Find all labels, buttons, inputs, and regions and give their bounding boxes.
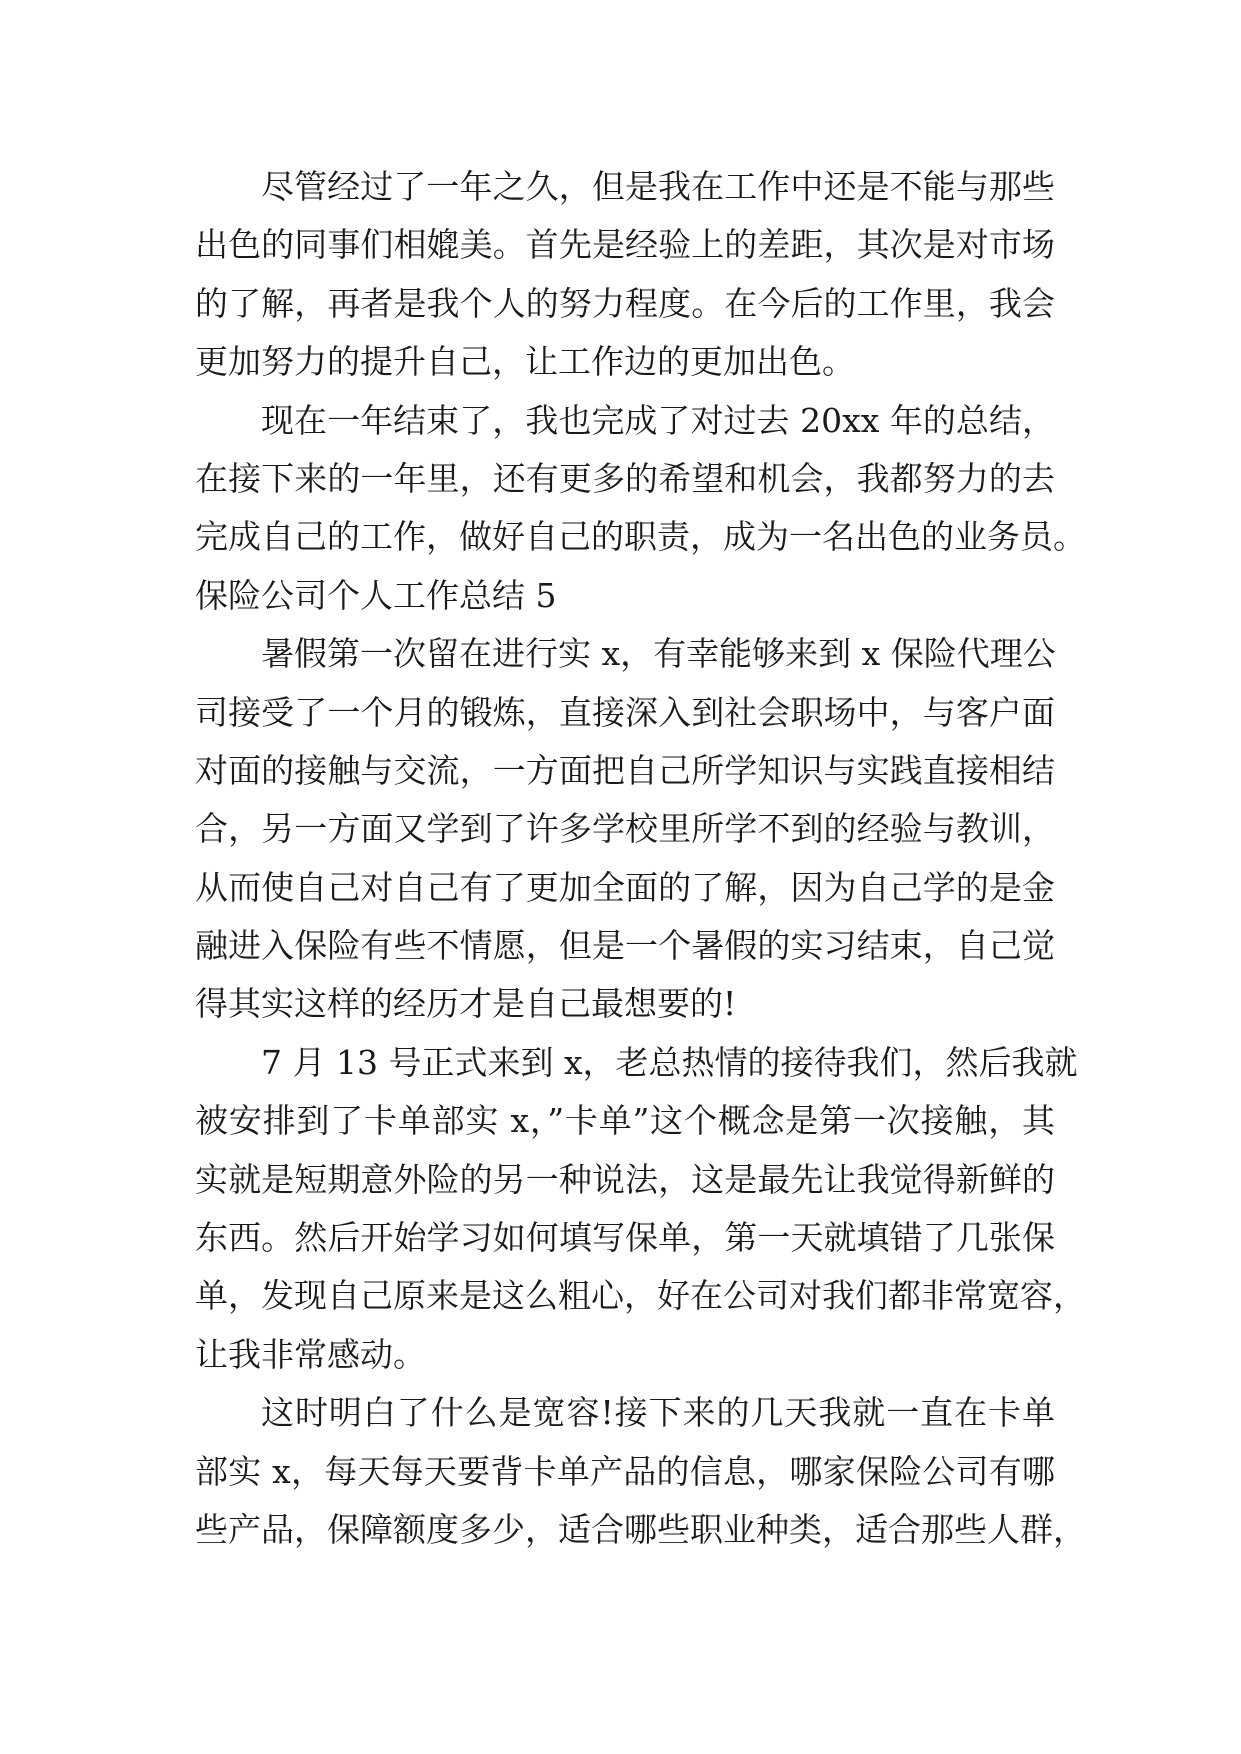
section-heading: 保险公司个人工作总结 5 bbox=[195, 575, 557, 615]
paragraph-line: 对面的接触与交流，一方面把自己所学知识与实践直接相结 bbox=[195, 750, 1055, 790]
paragraph-line: 这时明白了什么是宽容!接下来的几天我就一直在卡单 bbox=[261, 1393, 1055, 1433]
paragraph-line: 东西。然后开始学习如何填写保单，第一天就填错了几张保 bbox=[195, 1218, 1055, 1258]
paragraph-line: 司接受了一个月的锻炼，直接深入到社会职场中，与客户面 bbox=[195, 692, 1055, 732]
paragraph-line: 合，另一方面又学到了许多学校里所学不到的经验与教训， bbox=[195, 809, 1055, 849]
paragraph-line: 7 月 13 号正式来到 x，老总热情的接待我们，然后我就 bbox=[261, 1042, 1078, 1082]
paragraph-line: 出色的同事们相媲美。首先是经验上的差距，其次是对市场 bbox=[195, 225, 1055, 265]
document-body bbox=[195, 158, 1086, 1559]
paragraph-line: 更加努力的提升自己，让工作边的更加出色。 bbox=[195, 342, 855, 382]
paragraph-line: 完成自己的工作，做好自己的职责，成为一名出色的业务员。 bbox=[195, 517, 1086, 557]
paragraph-line: 让我非常感动。 bbox=[195, 1334, 426, 1374]
paragraph-line: 暑假第一次留在进行实 x，有幸能够来到 x 保险代理公 bbox=[261, 634, 1056, 674]
paragraph-line: 在接下来的一年里，还有更多的希望和机会，我都努力的去 bbox=[195, 458, 1055, 498]
paragraph-line: 从而使自己对自己有了更加全面的了解，因为自己学的是金 bbox=[195, 867, 1055, 907]
paragraph-line: 现在一年结束了，我也完成了对过去 20xx 年的总结， bbox=[261, 400, 1055, 440]
paragraph-line: 单，发现自己原来是这么粗心，好在公司对我们都非常宽容， bbox=[195, 1276, 1086, 1316]
paragraph-line: 些产品，保障额度多少，适合哪些职业种类，适合那些人群， bbox=[195, 1509, 1086, 1549]
paragraph-line: 得其实这样的经历才是自己最想要的! bbox=[195, 984, 737, 1024]
paragraph-line: 部实 x，每天每天要背卡单产品的信息，哪家保险公司有哪 bbox=[195, 1451, 1055, 1491]
paragraph-line: 融进入保险有些不情愿，但是一个暑假的实习结束，自己觉 bbox=[195, 926, 1055, 966]
paragraph-line: 尽管经过了一年之久，但是我在工作中还是不能与那些 bbox=[261, 167, 1055, 206]
paragraph-line: 被安排到了卡单部实 x，”卡单”这个概念是第一次接触，其 bbox=[195, 1101, 1055, 1141]
paragraph-line: 实就是短期意外险的另一种说法，这是最先让我觉得新鲜的 bbox=[195, 1159, 1055, 1199]
paragraph-line: 的了解，再者是我个人的努力程度。在今后的工作里，我会 bbox=[195, 283, 1055, 323]
